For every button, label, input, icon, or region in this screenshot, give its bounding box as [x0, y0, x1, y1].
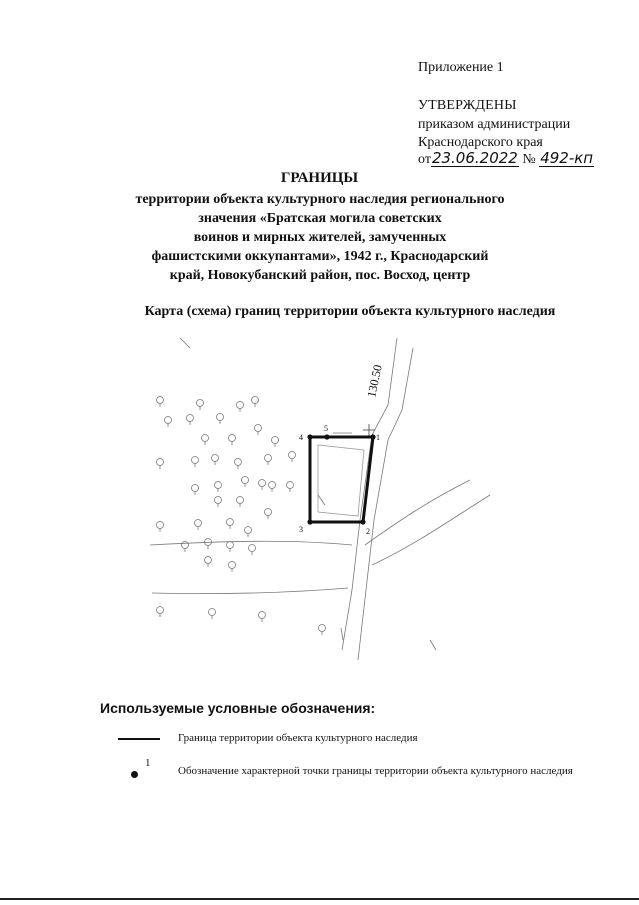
- tree-icon: [209, 609, 216, 620]
- tree-icon: [157, 459, 164, 470]
- tree-icon: [259, 480, 266, 491]
- point-2-label: 2: [366, 527, 370, 536]
- tree-icon: [157, 522, 164, 533]
- order-line-1: приказом администрации: [418, 117, 571, 132]
- tree-icon: [205, 539, 212, 550]
- tree-icon: [215, 497, 222, 508]
- tree-icon: [319, 625, 326, 636]
- tree-icon: [165, 417, 172, 428]
- document-title: ГРАНИЦЫ: [280, 170, 359, 186]
- inner-outline: [318, 445, 364, 516]
- order-date: 23.06.2022: [431, 149, 518, 167]
- road-label: 130.50: [364, 363, 385, 399]
- tree-icon: [245, 527, 252, 538]
- tree-icon: [229, 562, 236, 573]
- tree-icon: [229, 435, 236, 446]
- point-1-marker: [370, 434, 375, 439]
- tree-icon: [255, 425, 262, 436]
- subtitle-line: территории объекта культурного наследия регионального: [135, 192, 505, 207]
- order-number: 492-кп: [540, 149, 594, 167]
- tree-icon: [192, 457, 199, 468]
- tree-icon: [269, 482, 276, 493]
- annex-label: Приложение 1: [418, 60, 504, 75]
- mark-nw: [180, 338, 190, 348]
- tree-icon: [289, 452, 296, 463]
- map-title: Карта (схема) границ территории объекта культурного наследия: [144, 304, 556, 319]
- tree-icon: [217, 414, 224, 425]
- point-4-label: 4: [299, 433, 303, 442]
- legend-point-number: 1: [145, 757, 151, 769]
- point-dot-icon: [131, 771, 138, 778]
- tree-icon: [237, 402, 244, 413]
- point-5-marker: [324, 434, 329, 439]
- path-south: [152, 588, 348, 594]
- arrow-line: [341, 628, 343, 640]
- legend-boundary-label: Граница территории объекта культурного наследия: [178, 732, 418, 744]
- tree-icon: [252, 397, 259, 408]
- number-sign: №: [522, 152, 536, 167]
- tree-icon: [195, 520, 202, 531]
- tree-icon: [157, 397, 164, 408]
- point-4-marker: [307, 434, 312, 439]
- tree-icon: [227, 519, 234, 530]
- tree-icon: [212, 455, 219, 466]
- tree-icon: [272, 437, 279, 448]
- legend-heading: Используемые условные обозначения:: [100, 700, 376, 716]
- tree-icon: [259, 612, 266, 623]
- tree-icon: [265, 509, 272, 520]
- subtitle-line: край, Новокубанский район, пос. Восход, центр: [169, 268, 471, 283]
- boundary-line-icon: [118, 738, 160, 740]
- point-3-label: 3: [299, 525, 303, 534]
- tree-icon: [249, 545, 256, 556]
- subtitle-line: воинов и мирных жителей, замученных: [193, 230, 447, 245]
- tree-icon: [192, 485, 199, 496]
- tree-icon: [205, 557, 212, 568]
- tree-icon: [157, 607, 164, 618]
- tree-icon: [237, 497, 244, 508]
- tree-icon: [227, 542, 234, 553]
- path-east-1: [365, 480, 470, 545]
- tree-icon: [265, 455, 272, 466]
- point-2-marker: [360, 519, 365, 524]
- order-line-2: Краснодарского края: [418, 135, 543, 150]
- point-3-marker: [307, 519, 312, 524]
- subtitle-line: фашистскими оккупантами», 1942 г., Краснодарский: [151, 249, 489, 264]
- legend-point-label: Обозначение характерной точки границы территории объекта культурного наследия: [178, 765, 573, 777]
- path-east-2: [372, 495, 490, 565]
- tree-icon: [187, 415, 194, 426]
- mark-se: [430, 640, 436, 650]
- subtitle-line: значения «Братская могила советских: [198, 211, 442, 226]
- tree-icon: [287, 482, 294, 493]
- road-lines: [150, 338, 490, 660]
- point-5-label: 5: [324, 424, 328, 433]
- point-1-label: 1: [376, 433, 380, 442]
- tree-icon: [202, 435, 209, 446]
- tree-icon: [242, 477, 249, 488]
- approved-label: УТВЕРЖДЕНЫ: [418, 98, 517, 113]
- inner-mark: [318, 495, 325, 505]
- tree-icon: [197, 400, 204, 411]
- tree-icon: [235, 459, 242, 470]
- bottom-rule: [0, 898, 639, 900]
- tree-icon: [215, 482, 222, 493]
- survey-cross-icon: [363, 424, 375, 436]
- date-prefix: от: [418, 152, 431, 167]
